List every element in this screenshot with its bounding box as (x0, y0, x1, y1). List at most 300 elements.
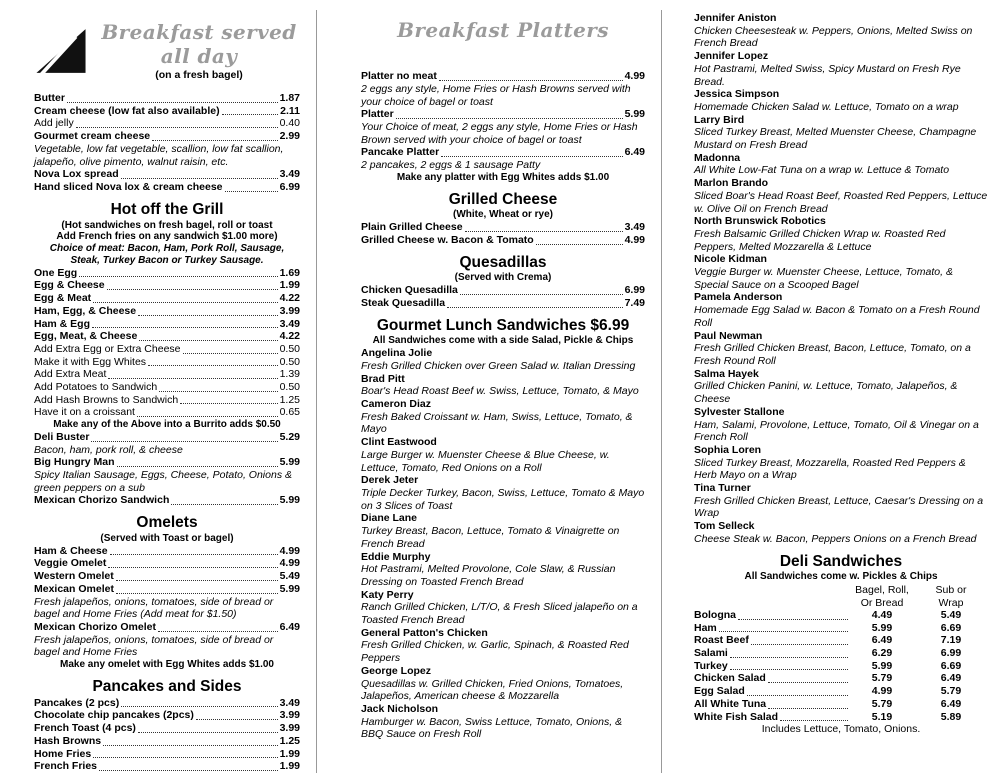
menu-item-price: 4.99 (279, 557, 300, 570)
menu-item-name: Hash Browns (34, 734, 102, 747)
menu-item (34, 583, 300, 596)
menu-item (34, 709, 300, 722)
section-note: All Sandwiches come w. Pickles & Chips (744, 571, 938, 583)
menu-item-description: Fresh jalapeños, onions, tomatoes, side of bread or bagel and Home Fries (Add meat for $1.50) (34, 595, 274, 621)
deli-item (694, 634, 988, 647)
menu-item-name: Have it on a croissant (34, 406, 135, 419)
deli-item-price-bread: 5.19 (871, 710, 893, 723)
menu-item (34, 168, 300, 181)
menu-item-name: Mexican Omelet (34, 582, 114, 595)
dotted-leader (719, 631, 848, 632)
menu-item-price: 0.50 (279, 342, 300, 355)
sandwich-item (694, 291, 988, 329)
deli-item-price-bread: 5.79 (871, 697, 893, 710)
menu-item (34, 318, 300, 331)
menu-item (34, 305, 300, 318)
menu-item-price: 1.87 (279, 92, 300, 105)
menu-column-3 (661, 10, 1000, 773)
dotted-leader (93, 302, 277, 303)
section-heading: Gourmet Lunch Sandwiches $6.99 (376, 316, 630, 334)
menu-item-name: Cream cheese (low fat also available) (34, 104, 220, 117)
sandwich-item (361, 627, 645, 665)
menu-item-price: 1.99 (279, 279, 300, 292)
menu-item (361, 221, 645, 234)
menu-item-price: 4.99 (624, 233, 645, 246)
menu-item (34, 545, 300, 558)
menu-item-description: Spicy Italian Sausage, Eggs, Cheese, Potato, Onions & green peppers on a sub (34, 469, 292, 494)
deli-item-name: Egg Salad (694, 685, 745, 698)
dotted-leader (751, 644, 848, 645)
dotted-leader (79, 276, 277, 277)
dotted-leader (738, 619, 848, 620)
deli-item-name: White Fish Salad (694, 710, 779, 723)
menu-item-price: 1.99 (279, 760, 300, 773)
deli-item-name: Roast Beef (694, 634, 749, 647)
menu-item-name: Hand sliced Nova lox & cream cheese (34, 181, 223, 193)
dotted-leader (171, 504, 277, 505)
menu-item-price: 5.99 (624, 108, 645, 121)
menu-item-name: Make it with Egg Whites (34, 355, 147, 368)
menu-item-name: Add Extra Meat (34, 368, 107, 381)
menu-item-description: Bacon, ham, pork roll, & cheese (34, 443, 183, 456)
sandwich-description: All White Low-Fat Tuna on a wrap w. Lettuce & Tomato (694, 164, 950, 177)
menu-item-name: Pancake Platter (361, 146, 440, 159)
sandwich-description: Ham, Salami, Provolone, Lettuce, Tomato, Oil & Vinegar on a French Roll (694, 418, 979, 444)
menu-item-name: Platter no meat (361, 70, 437, 83)
sandwich-item (694, 177, 988, 215)
deli-item-price-sub: 6.69 (940, 621, 962, 634)
menu-item-price: 3.99 (279, 304, 300, 317)
menu-item-description: 2 pancakes, 2 eggs & 1 sausage Patty (361, 159, 541, 172)
deli-item (694, 685, 988, 698)
dotted-leader (116, 580, 278, 581)
dotted-leader (441, 156, 622, 157)
dotted-leader (117, 466, 278, 467)
sandwich-name: Derek Jeter (361, 474, 419, 487)
deli-item (694, 711, 988, 724)
sandwich-description: Ranch Grilled Chicken, L/T/O, & Fresh Sliced jalapeño on a Toasted French Bread (361, 601, 638, 627)
menu-item-name: Plain Grilled Cheese (361, 221, 463, 234)
sandwich-description: Quesadillas w. Grilled Chicken, Fried Onions, Tomatoes, Jalapeños, American cheese & Mozzarella (361, 677, 624, 703)
menu-item-name: Add Extra Egg or Extra Cheese (34, 342, 181, 355)
dotted-leader (139, 340, 277, 341)
sandwich-description: Hot Pastrami, Melted Provolone, Cole Slaw, & Russian Dressing on Toasted French Bread (361, 563, 616, 588)
deli-item (694, 660, 988, 673)
dotted-leader (91, 441, 277, 442)
brand-title: Breakfast served all day (101, 20, 297, 69)
menu-item-price: 4.99 (624, 70, 645, 83)
sandwich-description: Homemade Chicken Salad w. Lettuce, Tomato on a wrap (694, 100, 959, 113)
dotted-leader (439, 80, 623, 81)
deli-item-price-sub: 7.19 (940, 634, 962, 647)
sandwich-item (361, 474, 645, 512)
sandwich-name: Madonna (694, 151, 741, 164)
dotted-leader (152, 140, 277, 141)
dotted-leader (110, 554, 278, 555)
sandwich-description: Sliced Turkey Breast, Mozzarella, Roasted Red Peppers & Herb Mayo on a Wrap (694, 456, 966, 482)
menu-item-name: Platter (361, 108, 394, 121)
section-note: Make any omelet with Egg Whites adds $1.00 (60, 659, 274, 671)
menu-item-name: One Egg (34, 266, 78, 279)
menu-item-price: 0.50 (279, 381, 300, 394)
menu-item-price: 0.65 (279, 406, 300, 419)
deli-item-price-bread: 5.99 (871, 659, 893, 672)
sandwich-item (361, 398, 645, 436)
menu-item (361, 297, 645, 310)
deli-item-name: Salami (694, 647, 728, 659)
menu-item-name: Egg, Meat, & Cheese (34, 330, 138, 343)
menu-item (34, 722, 300, 735)
deli-item-name: Ham (694, 621, 717, 634)
deli-item-price-sub: 5.79 (940, 685, 962, 698)
sandwich-description: Turkey Breast, Bacon, Lettuce, Tomato & Vinaigrette on French Bread (361, 525, 620, 550)
menu-item (34, 735, 300, 748)
deli-item-name: Bologna (694, 608, 736, 621)
deli-item-name: Turkey (694, 659, 728, 672)
menu-item (34, 406, 300, 419)
menu-item-name: Egg & Meat (34, 292, 92, 305)
sandwich-item (694, 520, 988, 545)
sandwich-name: Tom Selleck (694, 520, 755, 533)
menu-item-price: 4.22 (279, 330, 300, 343)
menu-item (34, 381, 300, 394)
sandwich-item (361, 373, 645, 398)
section-note: All Sandwiches come with a side Salad, Pickle & Chips (372, 335, 634, 347)
sandwich-name: Jennifer Lopez (694, 50, 769, 63)
menu-item-name: Add jelly (34, 117, 74, 130)
dotted-leader (768, 708, 848, 709)
sandwich-description: Sliced Turkey Breast, Melted Muenster Cheese, Champagne Mustard on Fresh Bread (694, 126, 977, 152)
menu-item (34, 356, 300, 369)
dotted-leader (138, 732, 278, 733)
menu-item (361, 70, 645, 83)
deli-item-price-bread: 4.99 (871, 685, 893, 698)
menu-item-description: Your Choice of meat, 2 eggs any style, Home Fries or Hash Brown served with your choice of bagel or toast (361, 121, 638, 146)
sandwich-item (694, 50, 988, 88)
menu-item (361, 108, 645, 121)
sandwich-item (694, 88, 988, 113)
sandwich-item (694, 330, 988, 368)
dotted-leader (148, 365, 278, 366)
dotted-leader (536, 244, 623, 245)
dotted-leader (103, 745, 277, 746)
menu-item-price: 4.22 (279, 292, 300, 305)
menu-item-price: 6.99 (279, 181, 300, 193)
menu-item-price: 6.49 (279, 620, 300, 633)
menu-item-name: Nova Lox spread (34, 168, 119, 181)
sandwich-item (361, 551, 645, 589)
menu-item-name: Home Fries (34, 747, 92, 760)
sandwich-description: Hamburger w. Bacon, Swiss Lettuce, Tomato, Onions, & BBQ Sauce on Fresh Roll (361, 715, 623, 741)
sandwich-description: Fresh Grilled Chicken Breast, Bacon, Lettuce, Tomato, on a Fresh Round Roll (694, 342, 971, 367)
section-note: (Served with Toast or bagel) (100, 532, 234, 544)
menu-item (34, 748, 300, 761)
menu-item-price: 5.99 (279, 494, 300, 507)
sandwich-name: Jack Nicholson (361, 702, 439, 715)
menu-item-price: 5.99 (279, 582, 300, 595)
deli-item-price-sub: 5.49 (940, 608, 962, 621)
dotted-leader (108, 378, 277, 379)
menu-item (34, 92, 300, 105)
brand-header (34, 20, 300, 82)
section-heading: Pancakes and Sides (92, 677, 242, 695)
dotted-leader (222, 114, 279, 115)
sandwich-name: Paul Newman (694, 329, 763, 342)
deli-item-price-bread: 6.29 (871, 647, 893, 659)
deli-item-price-sub: 5.89 (940, 710, 962, 723)
deli-item-price-bread: 5.99 (871, 621, 893, 634)
deli-col-header-line: Bagel, Roll, (855, 584, 909, 597)
sandwich-name: Clint Eastwood (361, 436, 437, 449)
sandwich-item (361, 665, 645, 703)
menu-item-name: Mexican Chorizo Omelet (34, 620, 156, 633)
sandwich-item (694, 12, 988, 50)
deli-col-header-bread (850, 584, 914, 609)
menu-column-1 (0, 10, 316, 773)
deli-item (694, 698, 988, 711)
section-script-heading: Breakfast Platters (397, 18, 609, 42)
menu-item-price: 3.49 (624, 221, 645, 234)
dotted-leader (730, 669, 848, 670)
menu-item-description: Fresh jalapeños, onions, tomatoes, side of bread or bagel and Home Fries (34, 633, 274, 659)
sandwich-item (694, 215, 988, 253)
menu-item-price: 4.99 (279, 544, 300, 557)
menu-item-name: Chocolate chip pancakes (2pcs) (34, 709, 194, 722)
section-note: (Hot sandwiches on fresh bagel, roll or toast (61, 219, 273, 231)
dotted-leader (780, 720, 848, 721)
sandwich-description: Fresh Grilled Chicken Breast, Lettuce, Caesar's Dressing on a Wrap (694, 494, 984, 520)
dotted-leader (99, 770, 278, 771)
dotted-leader (747, 695, 848, 696)
menu-item (34, 456, 300, 469)
sandwich-description: Fresh Grilled Chicken, w. Garlic, Spinach, & Roasted Red Peppers (361, 639, 629, 665)
deli-item-price-sub: 6.49 (940, 697, 962, 710)
sandwich-description: Fresh Balsamic Grilled Chicken Wrap w. Roasted Red Peppers, Melted Mozzarella & Lettuce (694, 227, 946, 253)
sandwich-name: Salma Hayek (694, 367, 759, 380)
deli-item-price-sub: 6.99 (940, 647, 962, 659)
section-note: Add French fries on any sandwich $1.00 more) (56, 231, 278, 243)
menu-item (34, 130, 300, 143)
dotted-leader (180, 403, 277, 404)
dotted-leader (159, 391, 277, 392)
sandwich-item (694, 482, 988, 520)
menu-item (34, 557, 300, 570)
sandwich-description: Cheese Steak w. Bacon, Peppers Onions on a French Bread (694, 532, 977, 545)
sandwich-name: Larry Bird (694, 113, 745, 126)
section-note: Make any of the Above into a Burrito adds $0.50 (53, 419, 281, 431)
dotted-leader (768, 682, 848, 683)
sandwich-description: Grilled Chicken Panini, w. Lettuce, Tomato, Jalapeños, & Cheese (694, 380, 958, 406)
section-heading: Grilled Cheese (448, 190, 558, 208)
deli-footnote: Includes Lettuce, Tomato, Onions. (761, 723, 921, 736)
section-note: (Served with Crema) (454, 272, 552, 284)
sandwich-name: Brad Pitt (361, 372, 405, 385)
menu-item-price: 5.29 (279, 430, 300, 443)
menu-item (34, 570, 300, 583)
sandwich-name: Pamela Anderson (694, 291, 783, 304)
menu-item-price: 6.49 (624, 146, 645, 159)
menu-item (34, 394, 300, 407)
sandwich-description: Fresh Grilled Chicken over Green Salad w. Italian Dressing (361, 359, 636, 372)
sandwich-description: Hot Pastrami, Melted Swiss, Spicy Mustard on Fresh Rye Bread. (694, 62, 961, 88)
sandwich-description: Chicken Cheesesteak w. Peppers, Onions, Melted Swiss on French Bread (694, 24, 973, 50)
deli-col-header-line: Wrap (938, 596, 964, 609)
deli-item (694, 647, 988, 660)
menu-item-name: Western Omelet (34, 570, 114, 583)
menu-item-name: Grilled Cheese w. Bacon & Tomato (361, 233, 534, 246)
menu-item-price: 5.49 (279, 570, 300, 583)
dotted-leader (92, 327, 278, 328)
brand-subtitle: (on a fresh bagel) (155, 69, 243, 82)
sandwich-name: Angelina Jolie (361, 347, 433, 360)
dotted-leader (107, 289, 278, 290)
menu-item-name: Deli Buster (34, 430, 90, 443)
menu-item (34, 621, 300, 634)
menu-item-price: 3.49 (279, 168, 300, 181)
menu-item (34, 181, 300, 194)
dotted-leader (196, 719, 278, 720)
menu-column-2 (316, 10, 661, 773)
deli-item (694, 622, 988, 635)
menu-item (34, 267, 300, 280)
menu-item-name: Mexican Chorizo Sandwich (34, 494, 170, 507)
deli-col-header-line: Or Bread (860, 596, 904, 609)
sandwich-name: Jessica Simpson (694, 88, 780, 101)
menu-item-name: French Fries (34, 760, 98, 773)
sandwich-item (361, 703, 645, 741)
brand-text (98, 20, 300, 82)
triangle-logo-icon (34, 27, 88, 75)
section-heading: Deli Sandwiches (779, 552, 903, 570)
menu-item-name: Add Hash Browns to Sandwich (34, 393, 179, 406)
menu-item-price: 1.69 (279, 266, 300, 279)
menu-item-price: 0.40 (279, 117, 300, 130)
menu-item (34, 368, 300, 381)
section-heading: Omelets (136, 514, 198, 532)
sandwich-name: Marlon Brando (694, 177, 769, 190)
section-note: Choice of meat: Bacon, Ham, Pork Roll, Sausage, Steak, Turkey Bacon or Turkey Sausage. (49, 243, 285, 266)
dotted-leader (67, 102, 278, 103)
section-note: (White, Wheat or rye) (452, 209, 553, 221)
deli-item (694, 609, 988, 622)
sandwich-item (361, 347, 645, 372)
dotted-leader (108, 567, 277, 568)
sandwich-name: Sophia Loren (694, 443, 762, 456)
menu-item-description: 2 eggs any style, Home Fries or Hash Browns served with your choice of bagel or toast (361, 82, 631, 108)
deli-item (694, 672, 988, 685)
menu-item-price: 1.25 (279, 393, 300, 406)
sandwich-name: General Patton's Chicken (361, 626, 488, 639)
sandwich-item (361, 436, 645, 474)
menu-item-name: Veggie Omelet (34, 557, 107, 570)
deli-item-price-bread: 5.79 (871, 672, 893, 685)
deli-item-price-bread: 6.49 (871, 634, 893, 647)
deli-item-name: All White Tuna (694, 697, 767, 710)
menu-item-price: 1.39 (279, 368, 300, 381)
sandwich-name: Katy Perry (361, 588, 414, 601)
dotted-leader (183, 353, 278, 354)
dotted-leader (116, 593, 278, 594)
menu-item-name: Steak Quesadilla (361, 296, 446, 309)
menu-item-price: 0.50 (279, 355, 300, 368)
sandwich-description: Veggie Burger w. Muenster Cheese, Lettuce, Tomato, & Special Sauce on a Scooped Bagel (694, 266, 953, 291)
menu-item (34, 760, 300, 773)
deli-item-price-sub: 6.49 (940, 672, 962, 685)
deli-item-price-bread: 4.49 (871, 608, 893, 621)
menu-item-name: Ham & Egg (34, 317, 91, 330)
sandwich-item (694, 368, 988, 406)
sandwich-name: Eddie Murphy (361, 550, 431, 563)
menu-item (34, 697, 300, 710)
sandwich-item (361, 512, 645, 550)
dotted-leader (225, 191, 278, 192)
menu-item-price: 7.49 (624, 296, 645, 309)
sandwich-item (361, 589, 645, 627)
section-note: Make any platter with Egg Whites adds $1.00 (396, 171, 610, 183)
sandwich-name: Tina Turner (694, 482, 751, 495)
sandwich-item (694, 406, 988, 444)
menu-item-price: 3.99 (279, 722, 300, 735)
menu-item-name: French Toast (4 pcs) (34, 722, 136, 735)
deli-col-header-sub (914, 584, 988, 609)
menu-item (34, 105, 300, 118)
menu-item-price: 3.49 (279, 317, 300, 330)
menu-item-price: 2.99 (279, 130, 300, 143)
sandwich-name: Nicole Kidman (694, 253, 767, 266)
sandwich-description: Sliced Boar's Head Roast Beef, Roasted Red Peppers, Lettuce w. Olive Oil on French Bread (694, 189, 988, 215)
menu-item-name: Gourmet cream cheese (34, 130, 151, 143)
dotted-leader (158, 631, 278, 632)
menu-item-name: Add Potatoes to Sandwich (34, 381, 158, 394)
sandwich-item (694, 253, 988, 291)
dotted-leader (396, 118, 623, 119)
menu-item-name: Butter (34, 92, 65, 105)
sandwich-item (694, 152, 988, 177)
menu-item-name: Chicken Quesadilla (361, 284, 458, 297)
deli-item-price-sub: 6.69 (940, 659, 962, 672)
menu-item-price: 2.11 (280, 104, 300, 117)
menu-item-price: 3.49 (279, 696, 300, 709)
menu-item-name: Big Hungry Man (34, 456, 115, 469)
dotted-leader (121, 706, 277, 707)
sandwich-item (694, 444, 988, 482)
menu-item-price: 3.99 (279, 709, 300, 722)
menu-item (34, 431, 300, 444)
dotted-leader (93, 757, 277, 758)
sandwich-name: North Brunswick Robotics (694, 215, 826, 228)
dotted-leader (460, 294, 623, 295)
menu-item-price: 1.99 (279, 747, 300, 760)
dotted-leader (137, 416, 278, 417)
sandwich-description: Homemade Egg Salad w. Bacon & Tomato on a Fresh Round Roll (694, 304, 980, 329)
menu-item-price: 1.25 (279, 734, 300, 747)
menu-item-name: Ham & Cheese (34, 544, 108, 557)
menu-item (34, 117, 300, 130)
dotted-leader (465, 231, 623, 232)
menu-item-price: 5.99 (279, 456, 300, 469)
menu-item (34, 279, 300, 292)
dotted-leader (76, 127, 278, 128)
sandwich-name: Sylvester Stallone (694, 405, 785, 418)
menu-item (361, 284, 645, 297)
menu-item-name: Pancakes (2 pcs) (34, 696, 120, 709)
menu-item (34, 330, 300, 343)
menu-item (361, 234, 645, 247)
section-heading: Quesadillas (459, 253, 547, 271)
menu-item (34, 343, 300, 356)
menu-item-name: Egg & Cheese (34, 279, 105, 292)
sandwich-item (694, 114, 988, 152)
